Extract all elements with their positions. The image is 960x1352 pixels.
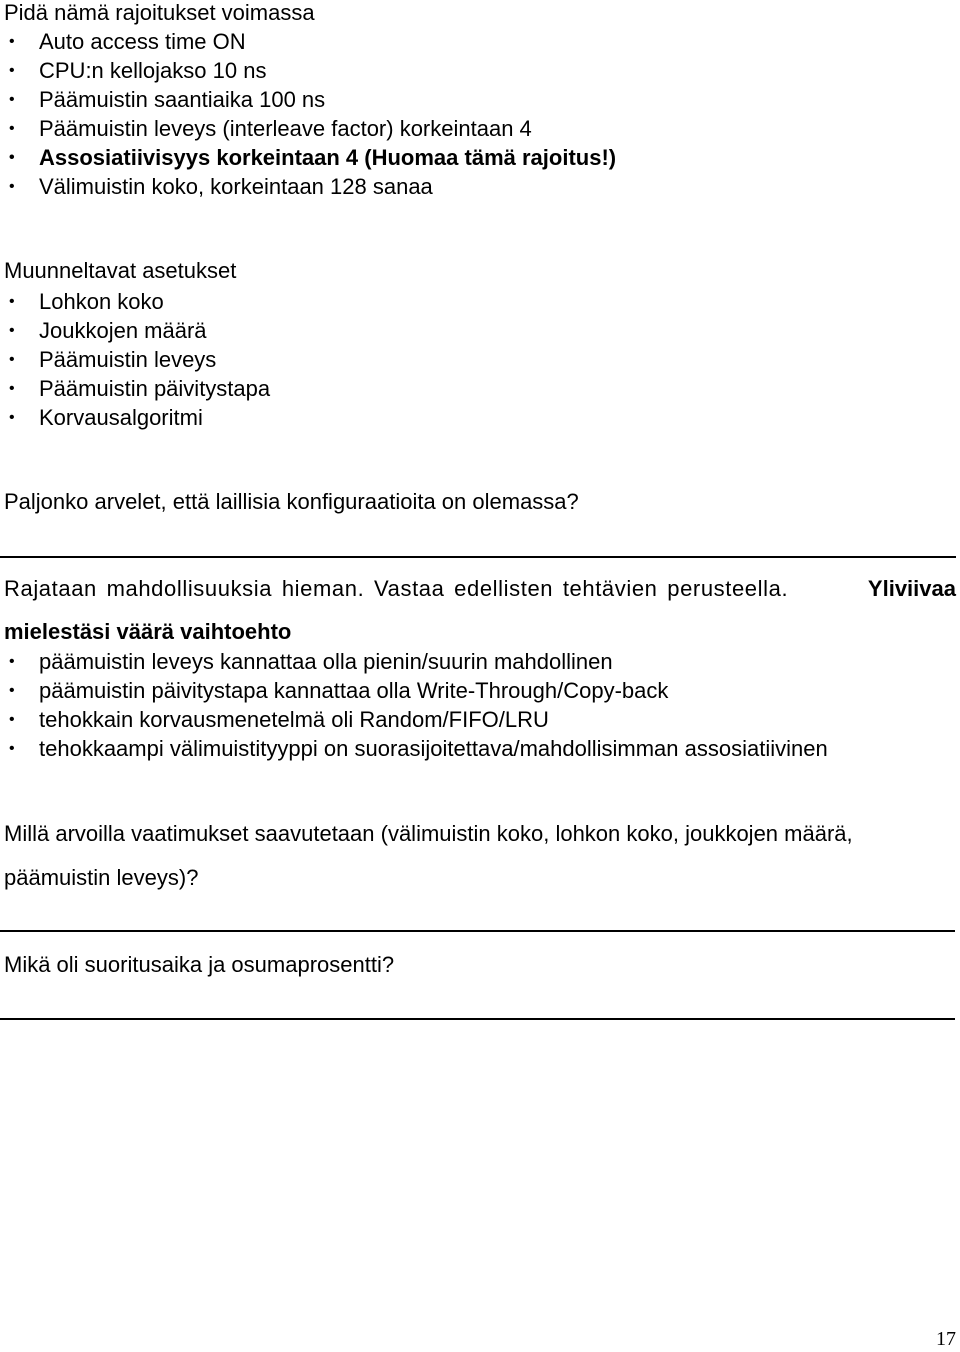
- list-item: • Joukkojen määrä: [0, 316, 270, 345]
- list-item: • tehokkain korvausmenetelmä oli Random/FIFO/LRU: [0, 705, 828, 734]
- list-item: • Päämuistin leveys: [0, 345, 270, 374]
- constraints-list: [0, 27, 616, 201]
- list-item: • tehokkaampi välimuistityyppi on suorasijoitettava/mahdollisimman assosiatiivinen: [0, 734, 828, 763]
- list-item: • Auto access time ON: [0, 27, 616, 56]
- list-item-bold: • Assosiatiivisyys korkeintaan 4 (Huomaa tämä rajoitus!): [0, 143, 616, 172]
- answer-line: [0, 930, 955, 932]
- answer-line: [0, 1018, 955, 1020]
- settings-list: [0, 287, 270, 432]
- list-item: • päämuistin leveys kannattaa olla pienin/suurin mahdollinen: [0, 647, 828, 676]
- question-configurations: Paljonko arvelet, että laillisia konfiguraatioita on olemassa?: [4, 489, 579, 514]
- question-runtime: Mikä oli suoritusaika ja osumaprosentti?: [4, 952, 395, 977]
- section-heading-settings: Muunneltavat asetukset: [4, 258, 237, 283]
- list-item: • CPU:n kellojakso 10 ns: [0, 56, 616, 85]
- list-item: • Päämuistin leveys (interleave factor) korkeintaan 4: [0, 114, 616, 143]
- choices-list: [0, 647, 828, 763]
- section-intro-bold-1: Yliviivaa: [867, 576, 956, 601]
- list-item: • Päämuistin päivitystapa: [0, 374, 270, 403]
- question-values-line2: päämuistin leveys)?: [4, 865, 199, 890]
- page-number: 17: [936, 1328, 956, 1350]
- section-heading-constraints: Pidä nämä rajoitukset voimassa: [4, 0, 315, 25]
- list-item: • päämuistin päivitystapa kannattaa olla Write-Through/Copy-back: [0, 676, 828, 705]
- section-intro-bold-2: mielestäsi väärä vaihtoehto: [4, 619, 292, 644]
- question-values-line1: Millä arvoilla vaatimukset saavutetaan (välimuistin koko, lohkon koko, joukkojen määrä,: [4, 821, 853, 846]
- answer-line: [0, 556, 956, 558]
- list-item: • Korvausalgoritmi: [0, 403, 270, 432]
- list-item: • Päämuistin saantiaika 100 ns: [0, 85, 616, 114]
- section-intro-plain: Rajataan mahdollisuuksia hieman. Vastaa edellisten tehtävien perusteella.: [4, 576, 789, 601]
- list-item: • Välimuistin koko, korkeintaan 128 sanaa: [0, 172, 616, 201]
- list-item: • Lohkon koko: [0, 287, 270, 316]
